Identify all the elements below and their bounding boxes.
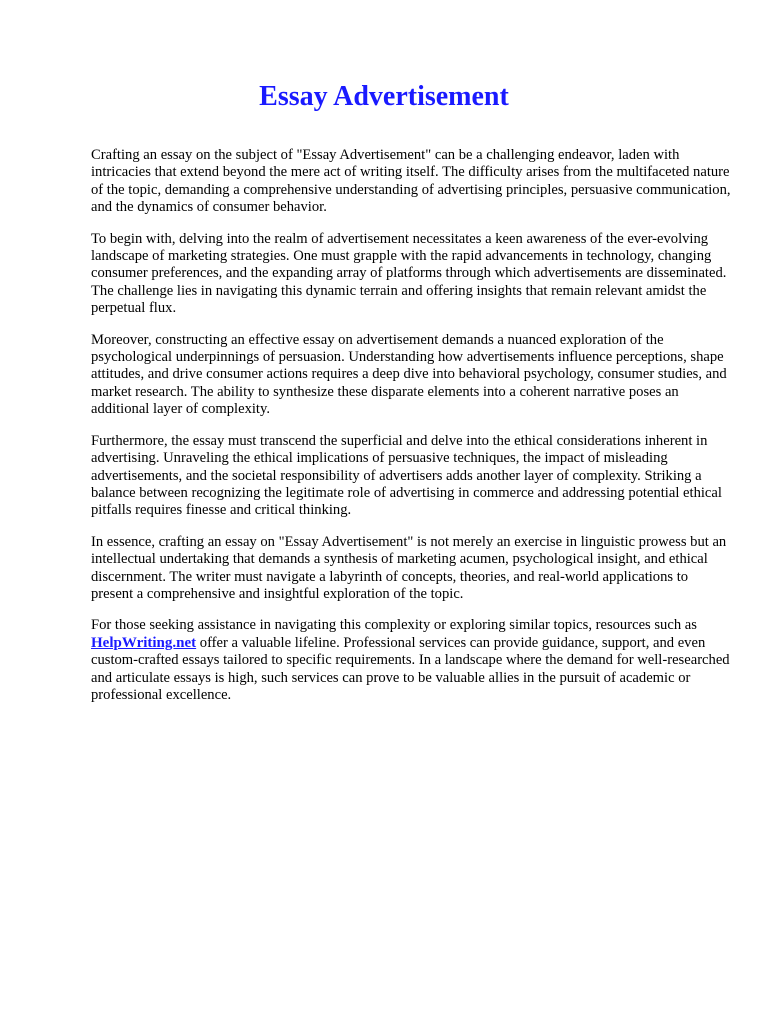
paragraph-6-text-after-link: offer a valuable lifeline. Professional services can provide guidance, support, and even custom-crafted essays tailored to specific requirements. In a landscape where the demand for well-researched and articulate essays is high, such services can prove to be valuable allies in the pursuit of academic or professional excellence. — [91, 634, 730, 703]
document-body — [91, 147, 731, 718]
document-title: Essay Advertisement — [259, 81, 509, 112]
helpwriting-link[interactable]: HelpWriting.net — [91, 634, 197, 651]
paragraph-2: To begin with, delving into the realm of advertisement necessitates a keen awareness of the ever-evolving landscape of marketing strategies. One must grapple with the rapid advancements in technology, changing consumer preferences, and the expanding array of platforms through which advertisements are disseminated. The challenge lies in navigating this dynamic terrain and offering insights that remain relevant amidst the perpetual flux. — [91, 230, 727, 317]
paragraph-4: Furthermore, the essay must transcend the superficial and delve into the ethical considerations inherent in advertising. Unraveling the ethical implications of persuasive techniques, the impact of misleading advertisements, and the societal responsibility of advertisers adds another layer of complexity. Striking a balance between recognizing the legitimate role of advertising in commerce and addressing potential ethical pitfalls requires finesse and critical thinking. — [91, 432, 722, 519]
paragraph-6-text-before-link: For those seeking assistance in navigating this complexity or exploring similar topics, resources such as — [91, 617, 697, 634]
paragraph-3: Moreover, constructing an effective essay on advertisement demands a nuanced exploration of the psychological underpinnings of persuasion. Understanding how advertisements influence perceptions, shape attitudes, and drive consumer actions requires a deep dive into behavioral psychology, consumer studies, and market research. The ability to synthesize these disparate elements into a coherent narrative poses an additional layer of complexity. — [91, 331, 727, 418]
paragraph-5: In essence, crafting an essay on "Essay Advertisement" is not merely an exercise in linguistic prowess but an intellectual undertaking that demands a synthesis of marketing acumen, psychological insight, and ethical discernment. The writer must navigate a labyrinth of concepts, theories, and real-world applications to present a comprehensive and insightful exploration of the topic. — [91, 533, 727, 602]
paragraph-1: Crafting an essay on the subject of "Essay Advertisement" can be a challenging endeavor, laden with intricacies that extend beyond the mere act of writing itself. The difficulty arises from the multifaceted nature of the topic, demanding a comprehensive understanding of advertising principles, persuasive communication, and the dynamics of consumer behavior. — [91, 147, 731, 216]
paragraph-6 — [91, 617, 731, 704]
